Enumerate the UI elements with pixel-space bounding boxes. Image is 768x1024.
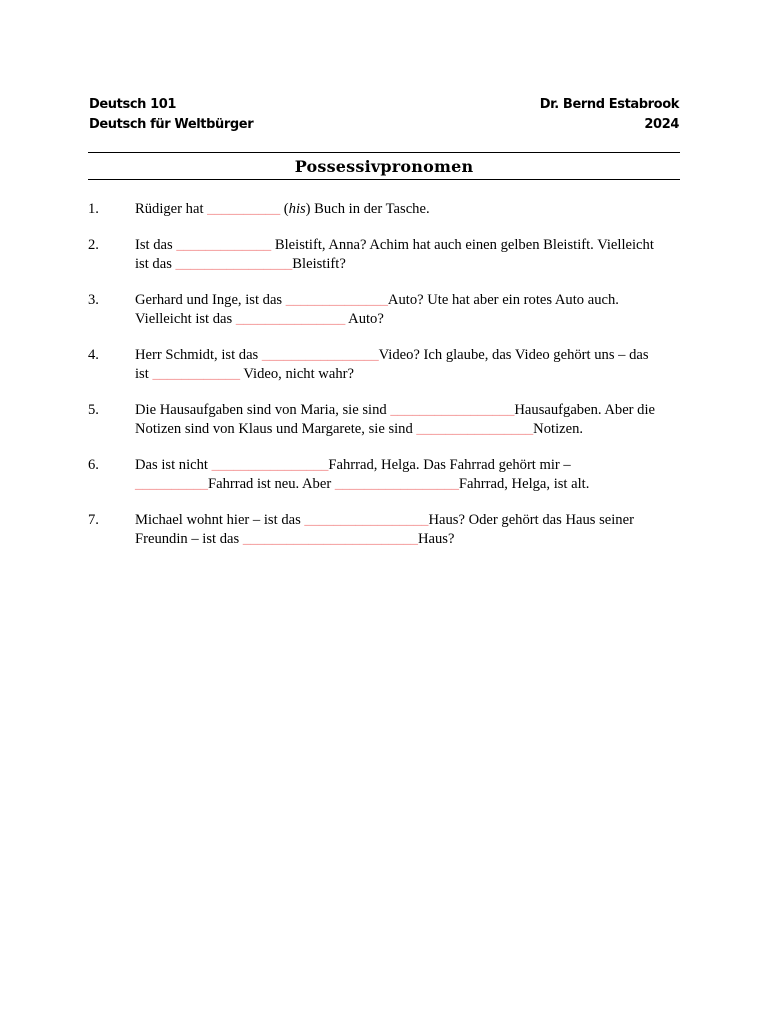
sentence-text: Video? Ich glaube, das Video gehört uns – das: [378, 347, 649, 363]
sentence-text: Ist das: [135, 237, 177, 253]
answer-blank: _________________: [334, 476, 459, 492]
worksheet-title: Possessivpronomen: [294, 156, 474, 176]
answer-blank: _________________: [390, 402, 515, 418]
exercise-number: 3.: [88, 292, 99, 308]
exercise-item: [88, 236, 688, 274]
exercise-number: 7.: [88, 512, 99, 528]
sentence-text: Die Hausaufgaben sind von Maria, sie sind: [135, 402, 391, 418]
sentence-text: Hausaufgaben. Aber die: [514, 402, 656, 418]
exercise-item: [88, 200, 688, 219]
sentence-text: Haus? Oder gehört das Haus seiner: [428, 512, 634, 528]
exercise-text: [135, 511, 685, 549]
sentence-text: Bleistift?: [292, 256, 346, 272]
instructor-name: Dr. Bernd Estabrook: [539, 97, 679, 112]
answer-blank: _______________: [235, 311, 346, 327]
exercise-text: [135, 291, 685, 329]
exercise-text: [135, 456, 685, 494]
course-title: Deutsch 101: [89, 97, 177, 112]
sentence-text: Bleistift, Anna? Achim hat auch einen gelben Bleistift. Vielleicht: [271, 237, 654, 253]
sentence-text: Auto? Ute hat aber ein rotes Auto auch.: [387, 292, 619, 308]
course-subtitle: Deutsch für Weltbürger: [89, 117, 254, 132]
title-band: [88, 152, 680, 180]
sentence-text: Fahrrad, Helga, ist alt.: [458, 476, 590, 492]
sentence-text: Freundin – ist das: [135, 531, 243, 547]
sentence-text: Gerhard und Inge, ist das: [135, 292, 286, 308]
answer-blank: ________________: [211, 457, 329, 473]
exercise-text: [135, 200, 685, 219]
sentence-text: Haus?: [417, 531, 455, 547]
answer-blank: ________________: [416, 421, 534, 437]
exercise-text: [135, 346, 685, 384]
answer-blank: ________________________: [242, 531, 418, 547]
answer-blank: ________________: [175, 256, 293, 272]
exercise-number: 4.: [88, 347, 99, 363]
exercise-item: [88, 346, 688, 384]
exercise-text: [135, 236, 685, 274]
exercise-item: [88, 511, 688, 549]
exercise-item: [88, 291, 688, 329]
answer-blank: _____________: [176, 237, 272, 253]
sentence-text: Vielleicht ist das: [135, 311, 236, 327]
sentence-text: ist das: [135, 256, 176, 272]
sentence-text: Auto?: [345, 311, 384, 327]
exercise-item: [88, 401, 688, 439]
answer-blank: ________________: [261, 347, 379, 363]
exercise-number: 5.: [88, 402, 99, 418]
exercise-text: [135, 401, 685, 439]
sentence-text: Das ist nicht: [135, 457, 212, 473]
sentence-text: (: [280, 201, 289, 217]
exercise-item: [88, 456, 688, 494]
sentence-text: Fahrrad ist neu. Aber: [207, 476, 335, 492]
header-right: [540, 95, 679, 135]
exercise-number: 6.: [88, 457, 99, 473]
answer-blank: __________: [135, 476, 208, 492]
header-left: [89, 95, 253, 135]
sentence-text: Herr Schmidt, ist das: [135, 347, 262, 363]
answer-blank: __________: [207, 201, 281, 217]
sentence-text: Rüdiger hat: [135, 201, 208, 217]
answer-blank: _________________: [304, 512, 429, 528]
sentence-text: Video, nicht wahr?: [240, 366, 354, 382]
sentence-text: ) Buch in der Tasche.: [305, 201, 430, 217]
sentence-text: Notizen sind von Klaus und Margarete, sie sind: [135, 421, 417, 437]
exercise-number: 1.: [88, 201, 99, 217]
emphasis-text: his: [288, 201, 306, 217]
sentence-text: ist: [135, 366, 153, 382]
sentence-text: Notizen.: [533, 421, 584, 437]
answer-blank: ______________: [285, 292, 388, 308]
year: 2024: [644, 117, 679, 132]
answer-blank: ____________: [152, 366, 240, 382]
exercise-number: 2.: [88, 237, 99, 253]
sentence-text: Fahrrad, Helga. Das Fahrrad gehört mir –: [328, 457, 571, 473]
sentence-text: Michael wohnt hier – ist das: [135, 512, 305, 528]
document-header: [89, 95, 679, 135]
